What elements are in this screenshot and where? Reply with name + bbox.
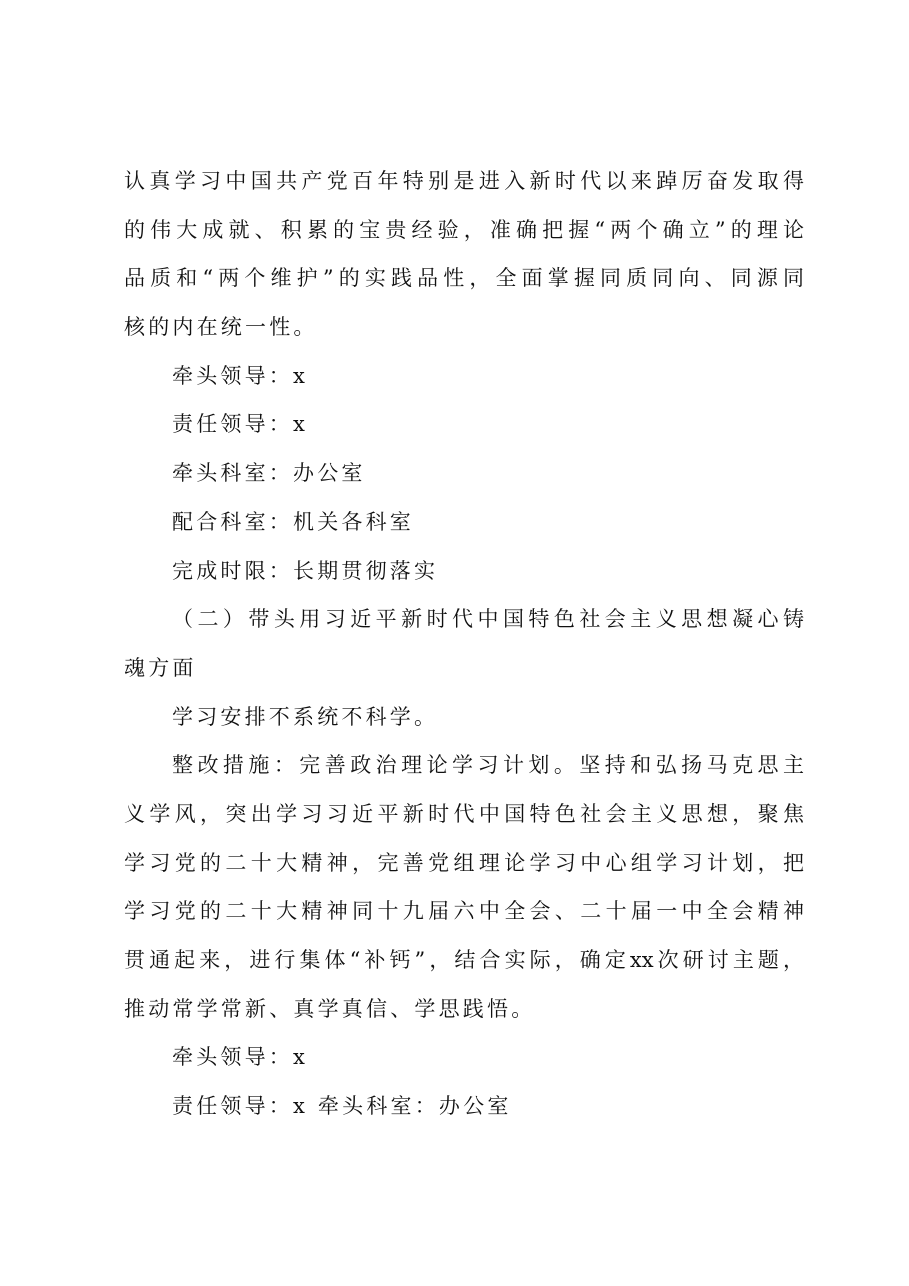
issue-line: 学习安排不系统不科学。 xyxy=(172,704,439,729)
lead-leader-line: 牵头领导：x xyxy=(172,363,309,388)
body-line-4: 核的内在统一性。 xyxy=(124,315,318,340)
measures-line-6: 推动常学常新、真学真信、学思践悟。 xyxy=(124,996,536,1021)
responsible-leader-line: 责任领导：x xyxy=(172,412,309,437)
measures-line-2: 义学风，突出学习习近平新时代中国特色社会主义思想，聚焦 xyxy=(124,801,804,826)
measures-line-5: 贯通起来，进行集体“补钙”，结合实际，确定xx次研讨主题， xyxy=(124,948,804,972)
cooperating-department-line: 配合科室：机关各科室 xyxy=(172,509,414,534)
body-line-1: 认真学习中国共产党百年特别是进入新时代以来踔厉奋发取得 xyxy=(124,169,804,193)
lead-leader-line-2: 牵头领导：x xyxy=(172,1045,309,1070)
section-heading-line-2: 魂方面 xyxy=(124,655,197,680)
responsible-leader-and-department-line: 责任领导：x 牵头科室：办公室 xyxy=(172,1094,512,1119)
lead-department-line: 牵头科室：办公室 xyxy=(172,461,366,486)
body-line-2: 的伟大成就、积累的宝贵经验，准确把握“两个确立”的理论 xyxy=(124,217,804,242)
section-heading-line-1: （二）带头用习近平新时代中国特色社会主义思想凝心铸 xyxy=(172,607,804,632)
measures-line-1: 整改措施：完善政治理论学习计划。坚持和弘扬马克思主 xyxy=(172,753,804,778)
deadline-line: 完成时限：长期贯彻落实 xyxy=(172,558,439,583)
body-line-3: 品质和“两个维护”的实践品性，全面掌握同质同向、同源同 xyxy=(124,266,804,291)
measures-line-4: 学习党的二十大精神同十九届六中全会、二十届一中全会精神 xyxy=(124,899,804,924)
measures-line-3: 学习党的二十大精神，完善党组理论学习中心组学习计划，把 xyxy=(124,850,804,875)
